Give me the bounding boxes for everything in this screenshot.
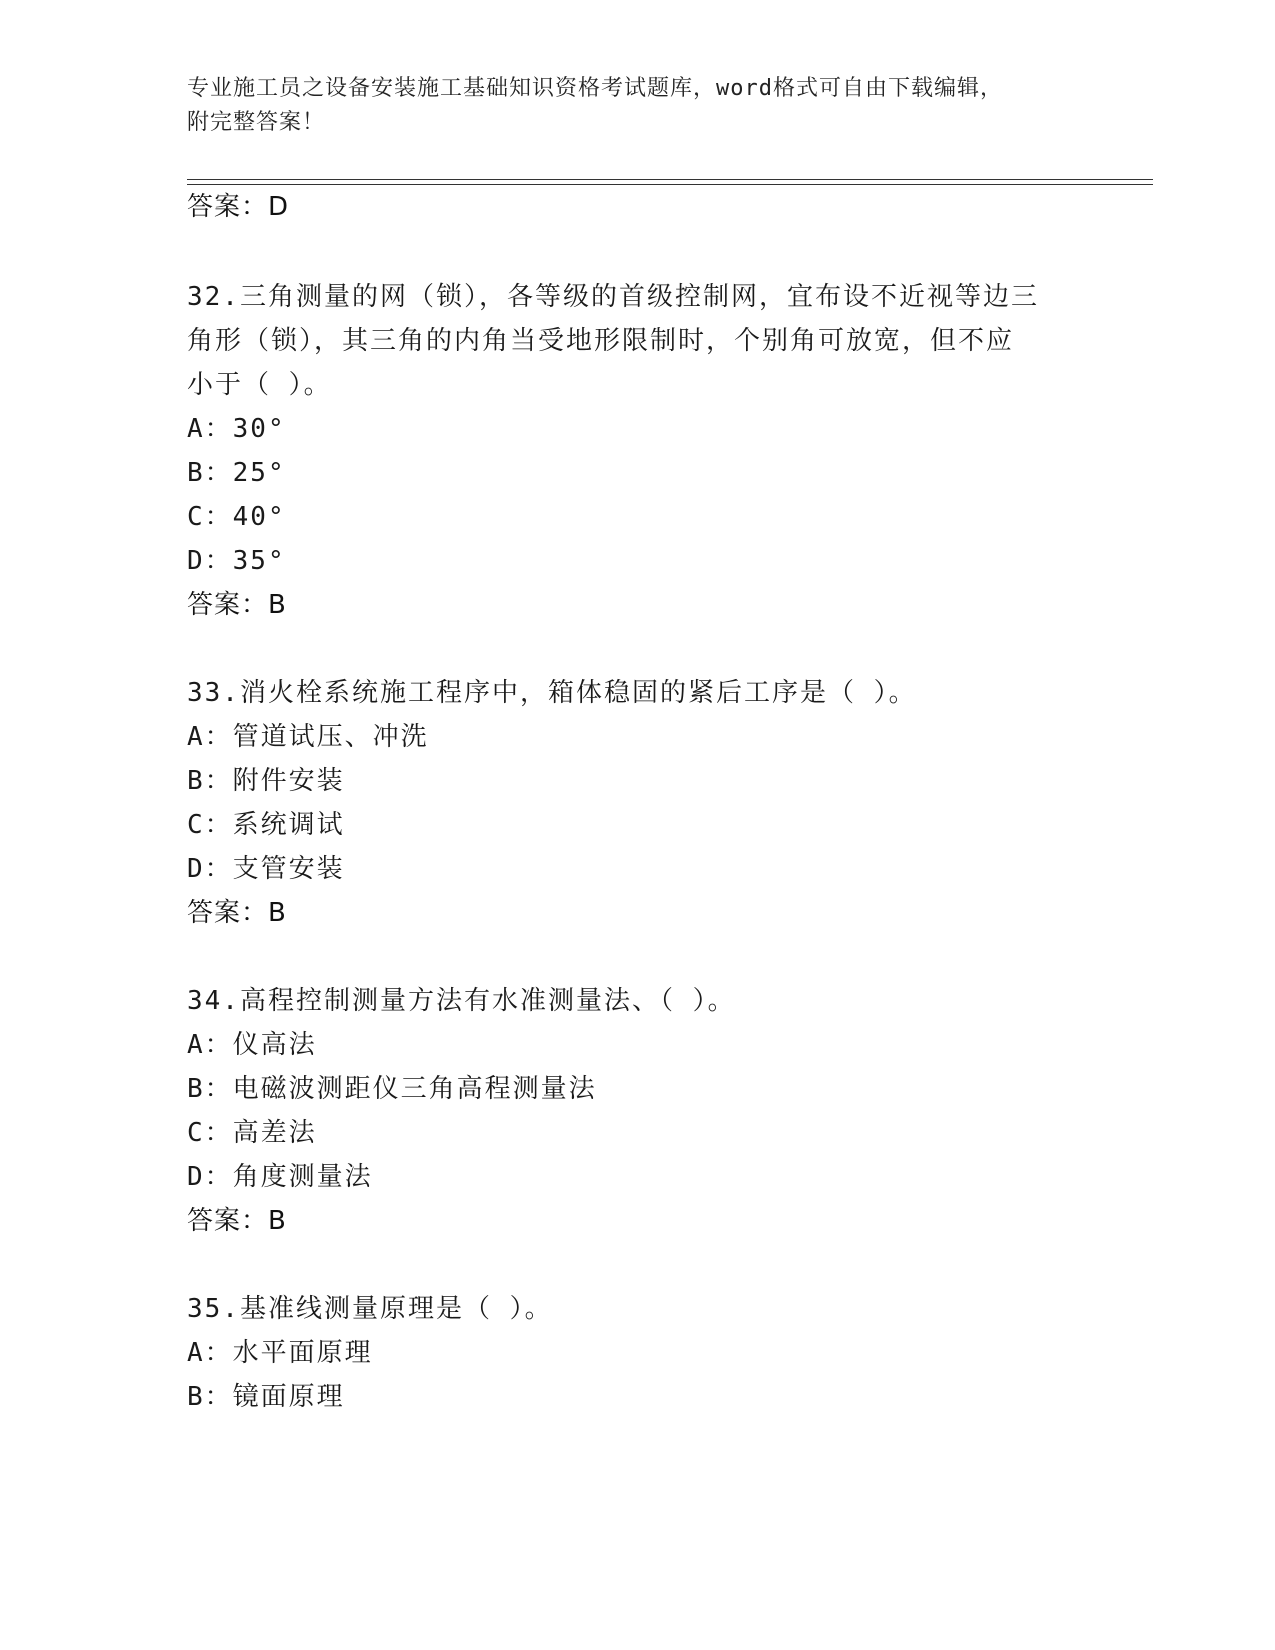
header-line-1: 专业施工员之设备安装施工基础知识资格考试题库，word格式可自由下载编辑， (187, 76, 1003, 101)
question-34-option-a: A：仪高法 (187, 1030, 317, 1060)
header-rule-bottom (187, 184, 1153, 185)
question-32-option-d: D：35° (187, 546, 286, 576)
question-32-line-3: 小于（ ）。 (187, 370, 332, 400)
question-34-line-1: 34.高程控制测量方法有水准测量法、（ ）。 (187, 986, 736, 1016)
question-32-answer: 答案：B (187, 590, 287, 620)
question-35-line-1: 35.基准线测量原理是（ ）。 (187, 1294, 553, 1324)
question-33-line-1: 33.消火栓系统施工程序中，箱体稳固的紧后工序是（ ）。 (187, 678, 917, 708)
header-line-2: 附完整答案！ (187, 110, 326, 135)
previous-answer: 答案：D (187, 192, 290, 222)
question-33-answer: 答案：B (187, 898, 287, 928)
question-32-option-b: B：25° (187, 458, 286, 488)
question-34-option-c: C：高差法 (187, 1118, 317, 1148)
question-35-option-b: B：镜面原理 (187, 1382, 345, 1412)
question-34-option-b: B：电磁波测距仪三角高程测量法 (187, 1074, 597, 1104)
header-rule-top (187, 179, 1153, 180)
question-32-line-2: 角形（锁），其三角的内角当受地形限制时，个别角可放宽，但不应 (187, 326, 1015, 356)
question-33-option-d: D：支管安装 (187, 854, 345, 884)
question-35-option-a: A：水平面原理 (187, 1338, 373, 1368)
question-33-option-a: A：管道试压、冲洗 (187, 722, 429, 752)
question-32-option-c: C：40° (187, 502, 286, 532)
question-32-option-a: A：30° (187, 414, 286, 444)
question-34-option-d: D：角度测量法 (187, 1162, 373, 1192)
question-33-option-c: C：系统调试 (187, 810, 345, 840)
question-33-option-b: B：附件安装 (187, 766, 345, 796)
question-32-line-1: 32.三角测量的网（锁），各等级的首级控制网，宜布设不近视等边三 (187, 282, 1039, 312)
question-34-answer: 答案：B (187, 1206, 287, 1236)
document-header (187, 72, 1087, 140)
